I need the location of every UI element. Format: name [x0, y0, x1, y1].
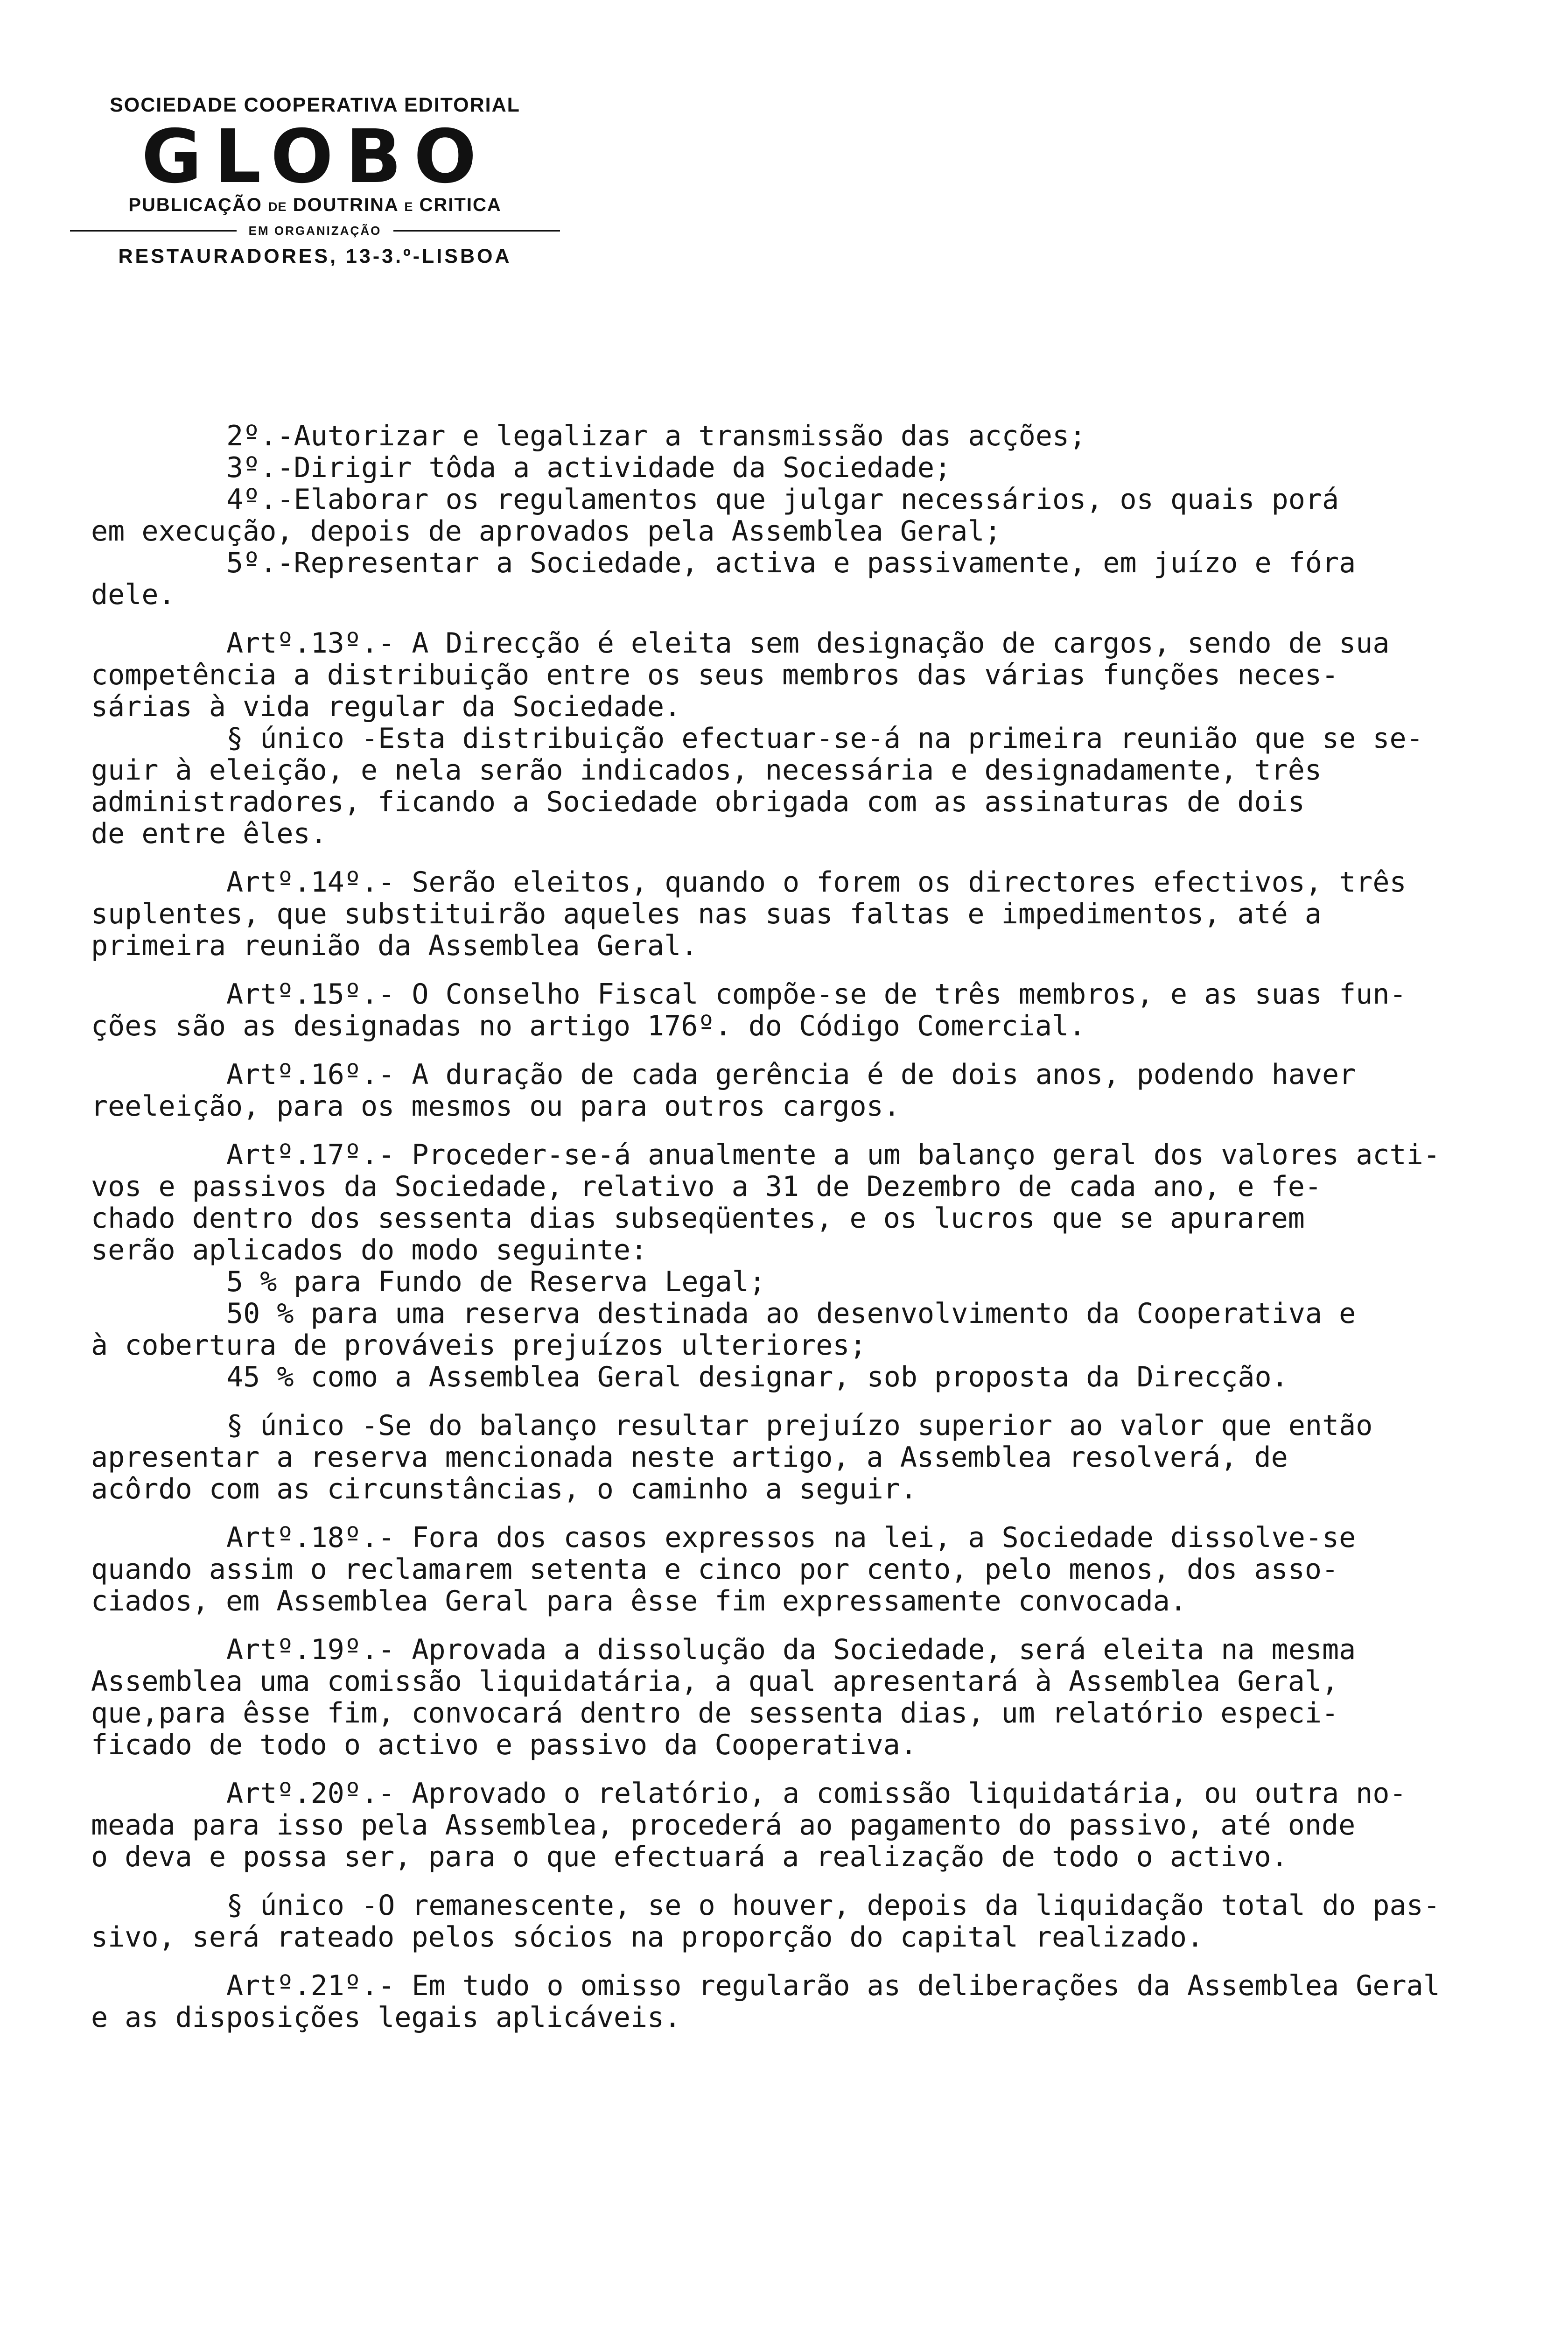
- article-17-item-c: 45 % como a Assemblea Geral designar, sob proposta da Direcção.: [226, 1361, 1288, 1393]
- article-14-line-1: Artº.14º.- Serão eleitos, quando o forem os directores efectivos, três: [226, 866, 1407, 899]
- article-17-unico-line-3: acôrdo com as circunstâncias, o caminho a seguir.: [91, 1473, 917, 1505]
- publication-word-2: DOUTRINA: [293, 195, 399, 215]
- status-rule-right: [393, 230, 560, 232]
- article-16-line-1: Artº.16º.- A duração de cada gerência é de dois anos, podendo haver: [226, 1058, 1356, 1091]
- spacer: [91, 1617, 1542, 1634]
- article-19-line-2: Assemblea uma comissão liquidatária, a qual apresentará à Assemblea Geral,: [91, 1665, 1339, 1698]
- article-20-unico-line-1: § único -O remanescente, se o houver, depois da liquidação total do pas-: [226, 1889, 1440, 1922]
- article-17-line-2: vos e passivos da Sociedade, relativo a 31 de Dezembro de cada ano, e fe-: [91, 1170, 1322, 1203]
- article-13-line-2: competência a distribuição entre os seus membros das várias funções neces-: [91, 659, 1339, 691]
- article-17-item-b-line-1: 50 % para uma reserva destinada ao desenvolvimento da Cooperativa e: [226, 1297, 1356, 1330]
- article-17-line-4: serão aplicados do modo seguinte:: [91, 1234, 648, 1266]
- article-21-line-2: e as disposições legais aplicáveis.: [91, 2001, 681, 2034]
- article-13-unico-line-1: § único -Esta distribuição efectuar-se-á na primeira reunião que se se-: [226, 722, 1423, 755]
- article-19-line-1: Artº.19º.- Aprovada a dissolução da Sociedade, será eleita na mesma: [226, 1633, 1356, 1666]
- article-21-line-1: Artº.21º.- Em tudo o omisso regularão as deliberações da Assemblea Geral: [226, 1969, 1440, 2002]
- spacer: [91, 1505, 1542, 1522]
- publication-word-de: DE: [268, 200, 287, 214]
- article-15-line-2: ções são as designadas no artigo 176º. do Código Comercial.: [91, 1010, 1086, 1042]
- spacer: [91, 1953, 1542, 1970]
- spacer: [91, 850, 1542, 866]
- letterhead-publication: [70, 193, 560, 219]
- publication-word-e: E: [404, 200, 413, 214]
- article-13-unico-line-2: guir à eleição, e nela serão indicados, necessária e designadamente, três: [91, 754, 1322, 787]
- status-rule-left: [70, 230, 237, 232]
- article-17-unico-line-2: apresentar a reserva mencionada neste artigo, a Assemblea resolverá, de: [91, 1441, 1288, 1474]
- document-body: [91, 420, 1542, 2033]
- spacer: [91, 1393, 1542, 1410]
- article-20-line-3: o deva e possa ser, para o que efectuará a realização de todo o activo.: [91, 1841, 1288, 1873]
- article-14-line-3: primeira reunião da Assemblea Geral.: [91, 929, 698, 962]
- publication-word-1: PUBLICAÇÃO: [128, 195, 262, 215]
- article-17-item-b-line-2: à cobertura de prováveis prejuízos ulteriores;: [91, 1329, 867, 1362]
- article-13-unico-line-3: administradores, ficando a Sociedade obrigada com as assinaturas de dois: [91, 786, 1305, 818]
- spacer: [91, 1873, 1542, 1890]
- letterhead: [70, 91, 560, 270]
- article-19-line-3: que,para êsse fim, convocará dentro de sessenta dias, um relatório especi-: [91, 1697, 1339, 1729]
- article-19-line-4: ficado de todo o activo e passivo da Cooperativa.: [91, 1729, 917, 1761]
- item-3: 3º.-Dirigir tôda a actividade da Sociedade;: [226, 451, 952, 484]
- letterhead-brand-logo: GLOBO: [141, 114, 489, 200]
- letterhead-organization: SOCIEDADE COOPERATIVA EDITORIAL: [110, 94, 520, 116]
- article-13-line-3: sárias à vida regular da Sociedade.: [91, 690, 681, 723]
- spacer: [91, 1761, 1542, 1778]
- article-20-unico-line-2: sivo, será rateado pelos sócios na proporção do capital realizado.: [91, 1921, 1204, 1954]
- spacer: [91, 1122, 1542, 1139]
- article-20-line-1: Artº.20º.- Aprovado o relatório, a comissão liquidatária, ou outra no-: [226, 1777, 1407, 1810]
- letterhead-address: RESTAURADORES, 13-3.º-LISBOA: [118, 245, 512, 267]
- article-18-line-3: ciados, em Assemblea Geral para êsse fim expressamente convocada.: [91, 1585, 1187, 1617]
- article-13-line-1: Artº.13º.- A Direcção é eleita sem designação de cargos, sendo de sua: [226, 627, 1390, 660]
- item-4-line-2: em execução, depois de aprovados pela Assemblea Geral;: [91, 515, 1001, 548]
- article-17-item-a: 5 % para Fundo de Reserva Legal;: [226, 1265, 766, 1298]
- article-17-line-1: Artº.17º.- Proceder-se-á anualmente a um balanço geral dos valores acti-: [226, 1139, 1440, 1171]
- article-18-line-2: quando assim o reclamarem setenta e cinco por cento, pelo menos, dos asso-: [91, 1553, 1339, 1586]
- status-text: EM ORGANIZAÇÃO: [248, 224, 382, 238]
- article-16-line-2: reeleição, para os mesmos ou para outros cargos.: [91, 1090, 900, 1123]
- spacer: [91, 962, 1542, 978]
- article-17-line-3: chado dentro dos sessenta dias subseqüentes, e os lucros que se apurarem: [91, 1202, 1305, 1235]
- publication-word-3: CRITICA: [419, 195, 502, 215]
- article-17-unico-line-1: § único -Se do balanço resultar prejuízo superior ao valor que então: [226, 1409, 1373, 1442]
- article-14-line-2: suplentes, que substituirão aqueles nas suas faltas e impedimentos, até a: [91, 898, 1322, 930]
- item-5-line-2: dele.: [91, 578, 175, 611]
- article-13-unico-line-4: de entre êles.: [91, 817, 327, 850]
- article-15-line-1: Artº.15º.- O Conselho Fiscal compõe-se de três membros, e as suas fun-: [226, 978, 1407, 1011]
- item-5-line-1: 5º.-Representar a Sociedade, activa e passivamente, em juízo e fóra: [226, 547, 1356, 579]
- article-20-line-2: meada para isso pela Assemblea, procederá ao pagamento do passivo, até onde: [91, 1809, 1356, 1842]
- spacer: [91, 611, 1542, 627]
- item-2: 2º.-Autorizar e legalizar a transmissão das acções;: [226, 420, 1086, 452]
- item-4-line-1: 4º.-Elaborar os regulamentos que julgar necessários, os quais porá: [226, 483, 1339, 516]
- spacer: [91, 1042, 1542, 1059]
- article-18-line-1: Artº.18º.- Fora dos casos expressos na lei, a Sociedade dissolve-se: [226, 1521, 1356, 1554]
- letterhead-status: [70, 224, 560, 238]
